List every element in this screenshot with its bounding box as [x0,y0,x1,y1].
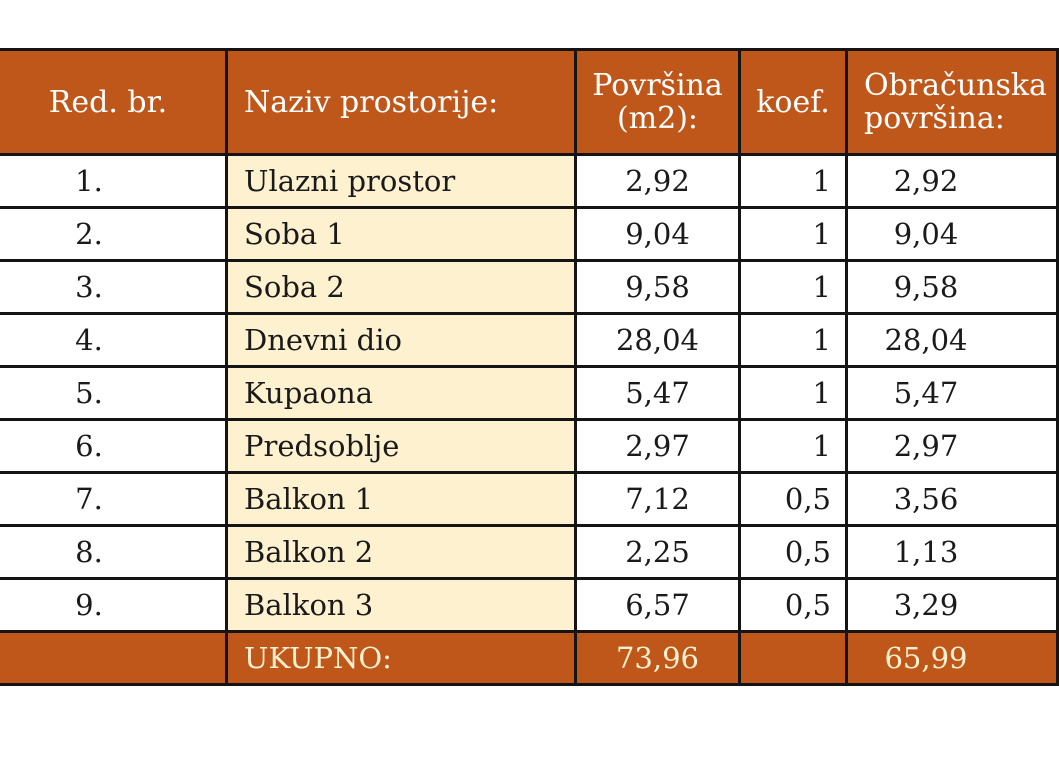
row-room-name: Soba 1 [227,208,576,261]
row-room-name: Ulazni prostor [227,155,576,208]
table-row [0,579,1058,632]
row-calculated-area: 2,92 [847,155,1058,208]
table-row [0,473,1058,526]
row-coefficient: 1 [740,367,847,420]
header-room-name: Naziv prostorije: [227,50,576,155]
table-row [0,420,1058,473]
row-room-name: Predsoblje [227,420,576,473]
room-area-table [0,48,1059,686]
table-row [0,314,1058,367]
row-area: 9,04 [576,208,740,261]
row-number: 9. [0,579,227,632]
row-coefficient: 1 [740,261,847,314]
row-coefficient: 1 [740,420,847,473]
table-row [0,367,1058,420]
row-number: 8. [0,526,227,579]
row-area: 5,47 [576,367,740,420]
header-calc-line2: površina: [864,101,1005,136]
row-area: 2,25 [576,526,740,579]
total-empty-cell [0,632,227,685]
row-calculated-area: 3,29 [847,579,1058,632]
row-number: 3. [0,261,227,314]
row-coefficient: 0,5 [740,473,847,526]
row-number: 6. [0,420,227,473]
table-row [0,208,1058,261]
total-row [0,632,1058,685]
row-room-name: Balkon 1 [227,473,576,526]
table-row [0,261,1058,314]
row-calculated-area: 2,97 [847,420,1058,473]
table-header-row [0,50,1058,155]
row-calculated-area: 5,47 [847,367,1058,420]
header-area [576,50,740,155]
row-coefficient: 1 [740,208,847,261]
row-calculated-area: 1,13 [847,526,1058,579]
table-body [0,155,1058,685]
row-room-name: Soba 2 [227,261,576,314]
row-area: 2,97 [576,420,740,473]
row-room-name: Dnevni dio [227,314,576,367]
row-calculated-area: 28,04 [847,314,1058,367]
row-room-name: Kupaona [227,367,576,420]
row-area: 7,12 [576,473,740,526]
row-number: 2. [0,208,227,261]
row-number: 1. [0,155,227,208]
total-calculated-area: 65,99 [847,632,1058,685]
row-number: 5. [0,367,227,420]
row-area: 6,57 [576,579,740,632]
table-row [0,155,1058,208]
row-calculated-area: 9,04 [847,208,1058,261]
header-calculated-area [847,50,1058,155]
row-area: 2,92 [576,155,740,208]
header-area-line2: (m2): [616,101,699,136]
row-area: 9,58 [576,261,740,314]
row-coefficient: 1 [740,314,847,367]
row-calculated-area: 9,58 [847,261,1058,314]
row-number: 4. [0,314,227,367]
row-coefficient: 0,5 [740,579,847,632]
row-area: 28,04 [576,314,740,367]
header-number: Red. br. [0,50,227,155]
header-calc-line1: Obračunska [864,68,1047,103]
row-coefficient: 1 [740,155,847,208]
row-number: 7. [0,473,227,526]
total-label: UKUPNO: [227,632,576,685]
row-room-name: Balkon 2 [227,526,576,579]
header-area-line1: Površina [592,68,723,103]
row-room-name: Balkon 3 [227,579,576,632]
row-calculated-area: 3,56 [847,473,1058,526]
row-coefficient: 0,5 [740,526,847,579]
total-area: 73,96 [576,632,740,685]
total-empty-coef-cell [740,632,847,685]
header-coefficient: koef. [740,50,847,155]
table-row [0,526,1058,579]
